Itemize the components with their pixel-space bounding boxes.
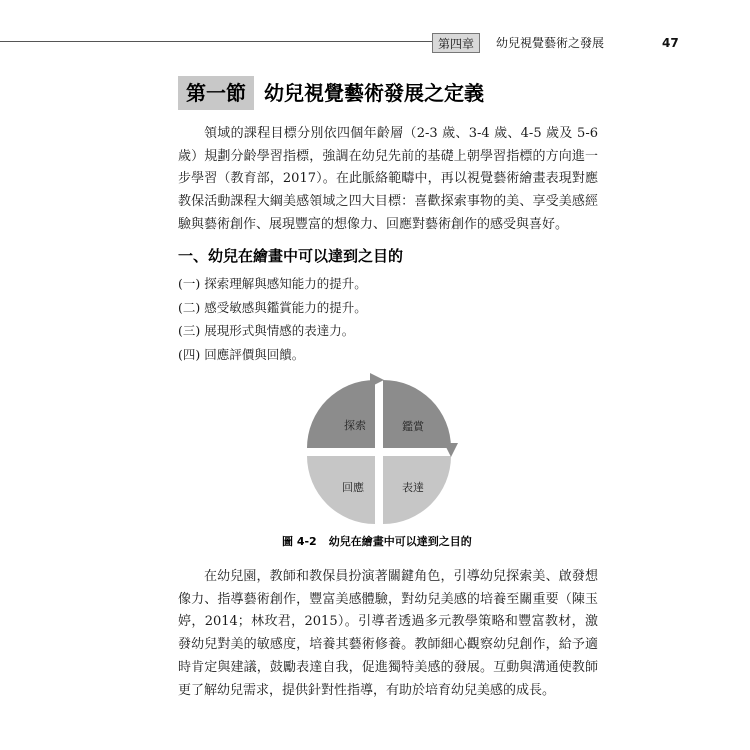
figure-caption <box>282 533 472 549</box>
goal-item: (三) 展現形式與情感的表達力。 <box>178 323 355 338</box>
goal-item: (一) 探索理解與感知能力的提升。 <box>178 276 367 291</box>
quadrant-top-left <box>307 380 375 448</box>
header-rule <box>0 41 432 42</box>
intro-paragraph: 領域的課程目標分別依四個年齡層（2-3 歲、3-4 歲、4-5 歲及 5-6 歲）規劃分齡學習指標，強調在幼兒先前的基礎上朝學習指標的方向進一步學習（教育部，2017）。在此脈絡範疇中，再以視覺藝術繪畫表現對應教保活動課程大綱美感領域之四大目標：喜歡探索事物的美、享受美感經驗與藝術創作、展現豐富的想像力、回應對藝術創作的感受與喜好。 <box>178 126 598 232</box>
chapter-title: 幼兒視覺藝術之發展 <box>496 36 605 50</box>
cycle-diagram <box>300 373 460 533</box>
page-header <box>0 26 750 51</box>
quadrant-bottom-left <box>307 456 375 524</box>
body-paragraph: 在幼兒園，教師和教保員扮演著關鍵角色，引導幼兒探索美、啟發想像力、指導藝術創作，豐富美感體驗，對幼兒美感的培養至關重要（陳玉婷，2014；林玫君，2015）。引導者透過多元教學策略和豐富教材，激發幼兒對美的敏感度，培養其藝術修養。教師細心觀察幼兒創作，給予適時肯定與建議，鼓勵表達自我，促進獨特美感的發展。互動與溝通使教師更了解幼兒需求，提供針對性指導，有助於培育幼兒美感的成長。 <box>178 569 598 698</box>
section-title: 幼兒視覺藝術發展之定義 <box>264 81 484 105</box>
goal-item: (二) 感受敏感與鑑賞能力的提升。 <box>178 299 367 315</box>
quadrant-label: 鑑賞 <box>402 420 424 433</box>
goal-list <box>178 272 367 366</box>
quadrant-label: 表達 <box>402 481 424 494</box>
goal-item: (四) 回應評價與回饋。 <box>178 346 305 362</box>
arrow-top-icon <box>370 373 384 387</box>
arrow-right-icon <box>444 443 458 457</box>
section-tag: 第一節 <box>178 76 254 110</box>
chapter-label: 第四章 <box>432 33 480 53</box>
page-number: 47 <box>662 36 679 50</box>
quadrant-top-right <box>383 380 451 448</box>
quadrant-label: 探索 <box>344 419 366 432</box>
subheading: 一、幼兒在繪畫中可以達到之目的 <box>178 247 404 265</box>
quadrant-label: 回應 <box>342 481 364 494</box>
section-heading <box>178 76 484 110</box>
figure-number: 圖 4-2 <box>282 535 317 548</box>
figure-caption-text: 幼兒在繪畫中可以達到之目的 <box>328 535 472 548</box>
